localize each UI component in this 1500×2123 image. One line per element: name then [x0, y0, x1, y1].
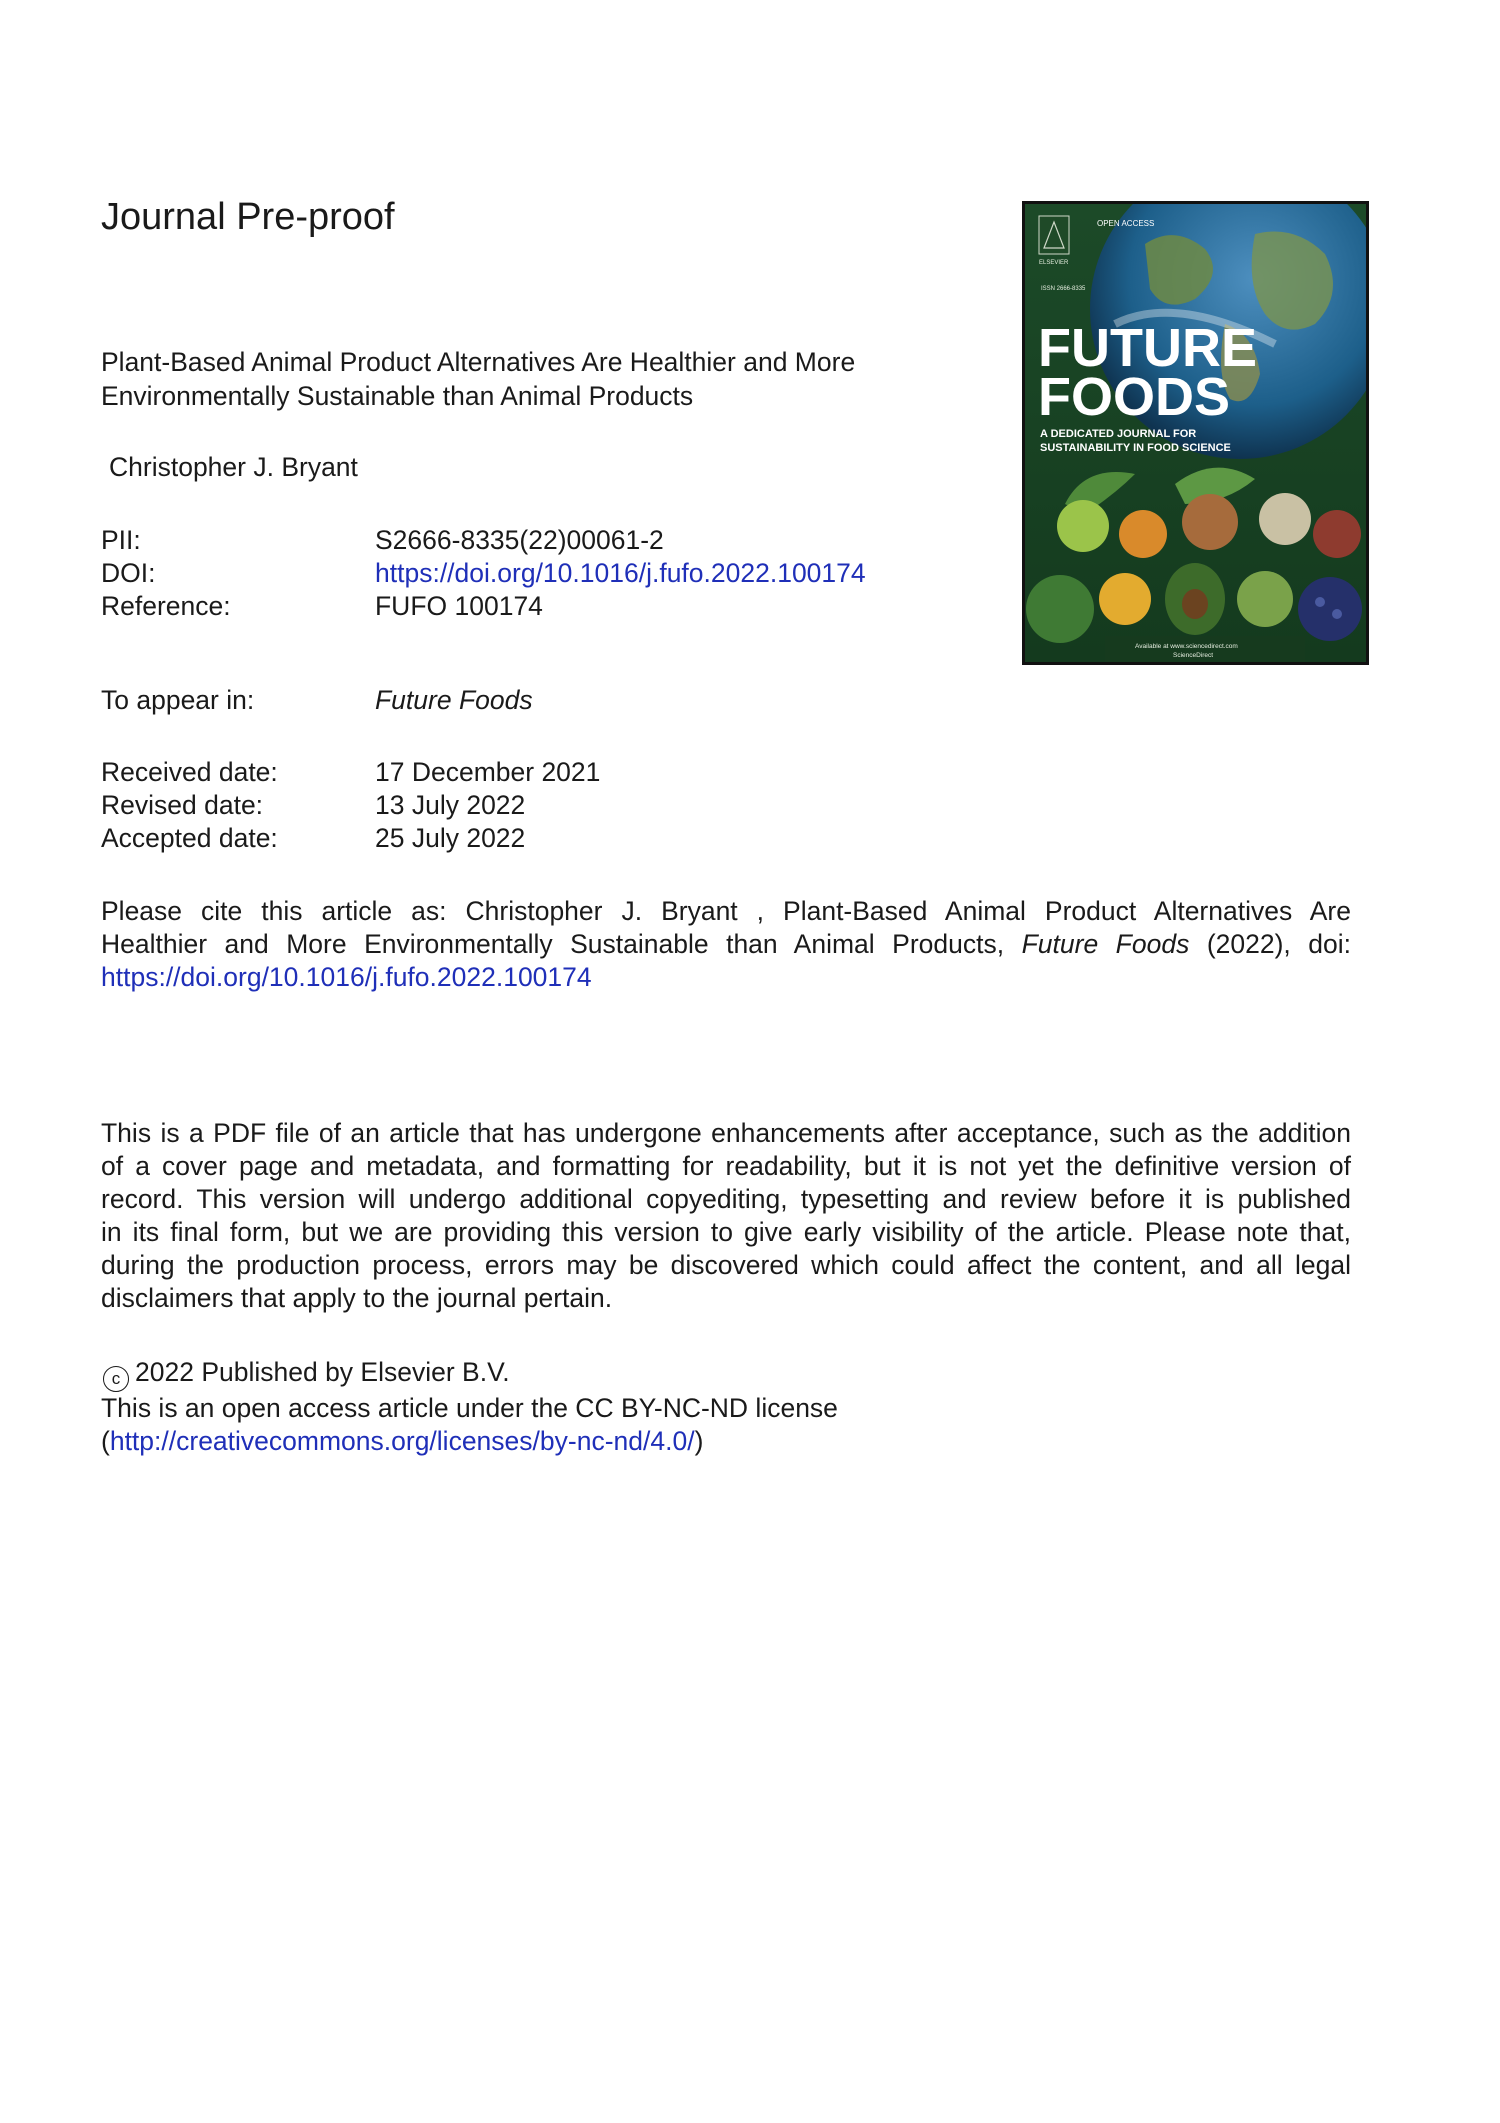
citation-block	[101, 895, 1351, 994]
accepted-label: Accepted date:	[101, 823, 278, 853]
license-block	[101, 1356, 838, 1458]
received-label: Received date:	[101, 757, 278, 787]
article-title-line-1: Plant-Based Animal Product Alternatives Are Healthier and More	[101, 347, 856, 377]
citation-text: Healthier and More Environmentally Sustainable than Animal Products,	[101, 929, 1022, 959]
pii-value: S2666-8335(22)00061-2	[375, 525, 664, 555]
revised-label: Revised date:	[101, 790, 264, 820]
article-author: Christopher J. Bryant	[109, 452, 358, 482]
cover-artwork	[1025, 204, 1366, 662]
citation-journal: Future Foods	[1021, 929, 1190, 959]
notice-line-1: This is a PDF file of an article that has undergone enhancements after acceptance, such as the addition	[101, 1118, 1351, 1148]
received-value: 17 December 2021	[375, 757, 601, 787]
cover-footer-sciencedirect: ScienceDirect	[1173, 652, 1214, 659]
preproof-notice	[101, 1117, 1351, 1315]
cover-issn: ISSN 2666-8335	[1041, 286, 1086, 292]
cover-title-foods: FOODS	[1038, 367, 1231, 427]
appear-in-label: To appear in:	[101, 685, 255, 715]
copyright-line	[101, 1356, 838, 1392]
open-paren: (	[101, 1426, 110, 1456]
cover-publisher: ELSEVIER	[1039, 260, 1069, 266]
citation-line-3	[101, 961, 1351, 994]
notice-line-3: record. This version will undergo additional copyediting, typesetting and review before it is published	[101, 1184, 1351, 1214]
article-title	[101, 345, 941, 413]
appear-in-value: Future Foods	[375, 685, 533, 715]
doi-label: DOI:	[101, 558, 156, 588]
cover-subtitle-2: SUSTAINABILITY IN FOOD SCIENCE	[1040, 442, 1231, 454]
accepted-value: 25 July 2022	[375, 823, 526, 853]
cover-footer-available: Available at www.sciencedirect.com	[1135, 643, 1238, 650]
notice-line-5: during the production process, errors may be discovered which could affect the content, and all legal	[101, 1250, 1351, 1280]
published-by: 2022 Published by Elsevier B.V.	[135, 1357, 510, 1387]
reference-label: Reference:	[101, 591, 231, 621]
journal-pre-proof-label: Journal Pre-proof	[101, 196, 395, 238]
citation-year: (2022), doi:	[1189, 929, 1351, 959]
reference-value: FUFO 100174	[375, 591, 543, 621]
cover-subtitle-1: A DEDICATED JOURNAL FOR	[1040, 428, 1197, 440]
pii-label: PII:	[101, 525, 141, 555]
notice-line-4: in its final form, but we are providing this version to give early visibility of the article. Please note that,	[101, 1217, 1351, 1247]
cover-title-future: FUTURE	[1038, 318, 1257, 378]
revised-value: 13 July 2022	[375, 790, 526, 820]
citation-line-2	[101, 928, 1351, 961]
citation-doi-link[interactable]: https://doi.org/10.1016/j.fufo.2022.100174	[101, 962, 592, 992]
cover-open-access: OPEN ACCESS	[1097, 219, 1155, 228]
article-title-line-2: Environmentally Sustainable than Animal Products	[101, 381, 694, 411]
doi-link[interactable]: https://doi.org/10.1016/j.fufo.2022.100174	[375, 558, 866, 588]
license-link[interactable]: http://creativecommons.org/licenses/by-nc-nd/4.0/	[109, 1426, 695, 1456]
notice-line-6: disclaimers that apply to the journal pertain.	[101, 1283, 613, 1313]
close-paren: )	[694, 1426, 704, 1456]
open-access-line: This is an open access article under the CC BY-NC-ND license	[101, 1393, 838, 1423]
notice-line-2: of a cover page and metadata, and formatting for readability, but it is not yet the definitive version of	[101, 1151, 1351, 1181]
citation-line-1: Please cite this article as: Christopher J. Bryant , Plant-Based Animal Product Alternatives Are	[101, 896, 1351, 926]
license-url-line	[101, 1425, 838, 1458]
copyright-icon: c	[103, 1366, 129, 1392]
journal-cover-image	[1022, 201, 1369, 665]
